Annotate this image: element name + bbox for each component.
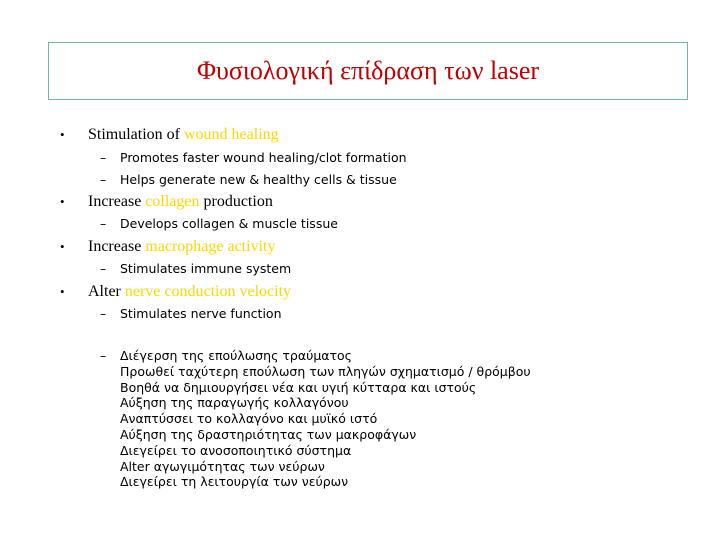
- dash-marker: –: [100, 306, 107, 321]
- sub-item-text: Helps generate new & healthy cells & tissue: [120, 172, 397, 187]
- sub-item-text: Stimulates immune system: [120, 261, 292, 276]
- greek-lines: [120, 348, 531, 490]
- title-box: [48, 42, 688, 100]
- highlight-text: collagen: [145, 193, 200, 210]
- greek-line: Βοηθά να δημιουργήσει νέα και υγιή κύτταρα και ιστούς: [120, 379, 477, 395]
- sub-item: [100, 150, 407, 166]
- bullet-marker: •: [60, 127, 65, 142]
- dash-marker: –: [100, 172, 107, 187]
- sub-item: [100, 261, 291, 277]
- bullet-marker: •: [60, 194, 65, 209]
- sub-item: [100, 216, 338, 232]
- highlight-text: wound healing: [184, 126, 279, 143]
- sub-item: [100, 172, 397, 188]
- bullet-marker: •: [60, 284, 65, 299]
- dash-marker: –: [100, 261, 107, 276]
- dash-marker: –: [100, 150, 107, 165]
- greek-line: Αύξηση της δραστηριότητας των μακροφάγων: [120, 426, 417, 442]
- dash-marker: –: [100, 216, 107, 231]
- sub-item-text: Develops collagen & muscle tissue: [120, 216, 338, 231]
- bullet-text: Increase: [88, 193, 146, 210]
- greek-line: Προωθεί ταχύτερη επούλωση των πληγών σχηματισμό / θρόμβου: [120, 363, 531, 379]
- bullet-marker: •: [60, 239, 65, 254]
- greek-line: Διεγείρει το ανοσοποιητικό σύστημα: [120, 442, 352, 458]
- highlight-text: nerve conduction velocity: [124, 283, 292, 300]
- sub-item-text: Stimulates nerve function: [120, 306, 282, 321]
- bullet-text: Increase: [88, 238, 146, 255]
- sub-item: [100, 306, 282, 322]
- greek-line: Διεγείρει τη λειτουργία των νεύρων: [120, 474, 349, 490]
- highlight-text: macrophage activity: [145, 238, 276, 255]
- dash-marker: –: [100, 348, 107, 363]
- bullet-item-macrophage: [60, 237, 275, 257]
- bullet-text-suffix: production: [199, 193, 273, 210]
- bullet-item-wound-healing: [60, 125, 279, 145]
- greek-line: Αναπτύσσει το κολλαγόνο και μυϊκό ιστό: [120, 411, 378, 427]
- bullet-text: Alter: [88, 283, 125, 300]
- greek-line: Alter αγωγιμότητας των νεύρων: [120, 458, 325, 474]
- bullet-item-nerve-conduction: [60, 282, 291, 302]
- slide-title: Φυσιολογική επίδραση των laser: [196, 56, 540, 85]
- greek-line: Αύξηση της παραγωγής κολλαγόνου: [120, 395, 349, 411]
- bullet-text: Stimulation of: [88, 126, 184, 143]
- sub-item-text: Promotes faster wound healing/clot formation: [120, 150, 407, 165]
- bullet-item-collagen: [60, 192, 273, 212]
- greek-line: Διέγερση της επούλωσης τραύματος: [120, 348, 353, 363]
